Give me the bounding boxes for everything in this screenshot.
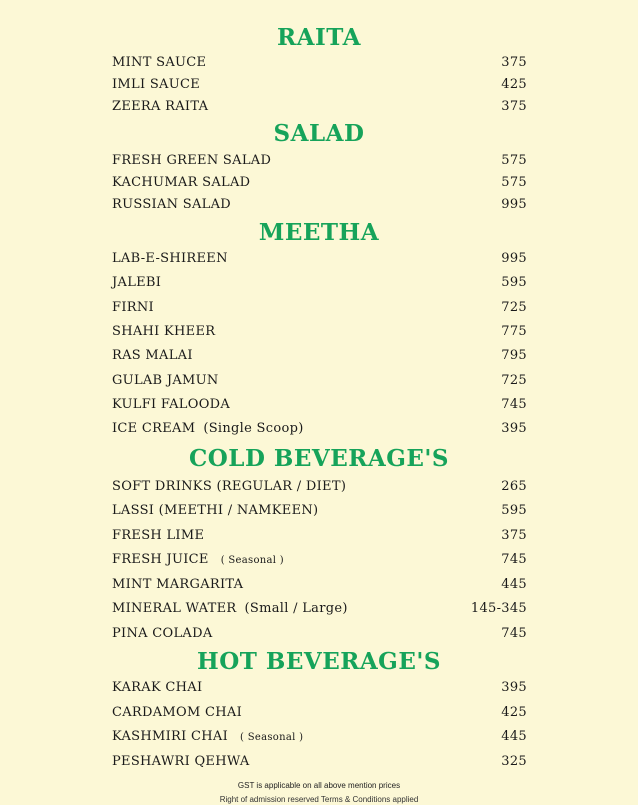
menu-item bbox=[112, 273, 527, 293]
item-name: CARDAMOM CHAI bbox=[112, 705, 243, 720]
item-name: MINT SAUCE bbox=[112, 55, 207, 70]
item-price: 445 bbox=[501, 729, 527, 744]
item-name: GULAB JAMUN bbox=[112, 373, 219, 388]
section-title-hot-beverages: HOT BEVERAGE'S bbox=[196, 648, 442, 675]
menu-item bbox=[112, 395, 527, 415]
menu-item bbox=[112, 526, 527, 546]
item-price: 375 bbox=[501, 99, 527, 114]
menu-item bbox=[112, 575, 527, 595]
item-price: 445 bbox=[501, 577, 527, 592]
item-name-text: ICE CREAM bbox=[112, 421, 196, 436]
item-price: 595 bbox=[501, 275, 527, 290]
item-price: 425 bbox=[501, 77, 527, 92]
item-name bbox=[112, 550, 284, 571]
item-price: 395 bbox=[501, 680, 527, 695]
menu-item bbox=[112, 97, 527, 117]
section-title-salad: SALAD bbox=[273, 120, 365, 147]
menu-item bbox=[112, 195, 527, 215]
item-name-text: KASHMIRI CHAI bbox=[112, 729, 229, 744]
menu-item bbox=[112, 624, 527, 644]
menu-item bbox=[112, 550, 527, 570]
item-name-text: MINERAL WATER bbox=[112, 601, 237, 616]
menu-item bbox=[112, 752, 527, 772]
section-title-cold-beverages: COLD BEVERAGE'S bbox=[188, 445, 450, 472]
item-name bbox=[112, 419, 304, 439]
menu-item bbox=[112, 703, 527, 723]
item-price: 745 bbox=[501, 626, 527, 641]
item-price: 995 bbox=[501, 197, 527, 212]
menu-item bbox=[112, 727, 527, 747]
menu-item bbox=[112, 151, 527, 171]
item-name: KACHUMAR SALAD bbox=[112, 175, 251, 190]
item-name: KARAK CHAI bbox=[112, 680, 203, 695]
item-name bbox=[112, 727, 303, 748]
menu-item bbox=[112, 298, 527, 318]
item-price: 775 bbox=[501, 324, 527, 339]
menu-item bbox=[112, 173, 527, 193]
menu-item bbox=[112, 53, 527, 73]
item-name: IMLI SAUCE bbox=[112, 77, 201, 92]
item-price: 375 bbox=[501, 528, 527, 543]
item-note: ( Seasonal ) bbox=[220, 555, 284, 566]
item-price: 425 bbox=[501, 705, 527, 720]
item-name: FRESH LIME bbox=[112, 528, 205, 543]
item-price: 575 bbox=[501, 153, 527, 168]
item-name: SHAHI KHEER bbox=[112, 324, 216, 339]
menu-item bbox=[112, 419, 527, 439]
item-name: LAB-E-SHIREEN bbox=[112, 251, 228, 266]
item-name: MINT MARGARITA bbox=[112, 577, 244, 592]
menu-item bbox=[112, 371, 527, 391]
item-price: 265 bbox=[501, 479, 527, 494]
item-note: ( Seasonal ) bbox=[240, 732, 304, 743]
item-price: 145-345 bbox=[470, 601, 527, 616]
menu-item bbox=[112, 75, 527, 95]
item-name: JALEBI bbox=[112, 275, 162, 290]
item-price: 745 bbox=[501, 552, 527, 567]
item-name: FRESH GREEN SALAD bbox=[112, 153, 272, 168]
item-name bbox=[112, 599, 348, 619]
terms-notice: Right of admission reserved Terms & Conditions applied bbox=[219, 795, 419, 804]
item-name: RUSSIAN SALAD bbox=[112, 197, 231, 212]
item-price: 725 bbox=[501, 373, 527, 388]
item-name: FIRNI bbox=[112, 300, 154, 315]
gst-notice: GST is applicable on all above mention prices bbox=[237, 781, 401, 790]
item-name: LASSI (MEETHI / NAMKEEN) bbox=[112, 503, 319, 518]
item-name: SOFT DRINKS (REGULAR / DIET) bbox=[112, 479, 347, 494]
section-title-meetha: MEETHA bbox=[258, 219, 380, 246]
menu-item bbox=[112, 477, 527, 497]
item-price: 395 bbox=[501, 421, 527, 436]
item-note: (Single Scoop) bbox=[203, 421, 304, 436]
menu-item bbox=[112, 346, 527, 366]
item-name: PESHAWRI QEHWA bbox=[112, 754, 250, 769]
item-price: 725 bbox=[501, 300, 527, 315]
menu-item bbox=[112, 678, 527, 698]
item-price: 745 bbox=[501, 397, 527, 412]
item-price: 575 bbox=[501, 175, 527, 190]
menu-item bbox=[112, 249, 527, 269]
item-price: 595 bbox=[501, 503, 527, 518]
item-name: RAS MALAI bbox=[112, 348, 193, 363]
item-price: 995 bbox=[501, 251, 527, 266]
item-name-text: FRESH JUICE bbox=[112, 552, 209, 567]
menu-item bbox=[112, 599, 527, 619]
item-name: ZEERA RAITA bbox=[112, 99, 209, 114]
menu-item bbox=[112, 322, 527, 342]
item-name: PINA COLADA bbox=[112, 626, 213, 641]
section-title-raita: RAITA bbox=[277, 24, 361, 51]
item-price: 325 bbox=[501, 754, 527, 769]
item-price: 795 bbox=[501, 348, 527, 363]
item-note: (Small / Large) bbox=[244, 601, 348, 616]
item-price: 375 bbox=[501, 55, 527, 70]
item-name: KULFI FALOODA bbox=[112, 397, 231, 412]
menu-item bbox=[112, 501, 527, 521]
